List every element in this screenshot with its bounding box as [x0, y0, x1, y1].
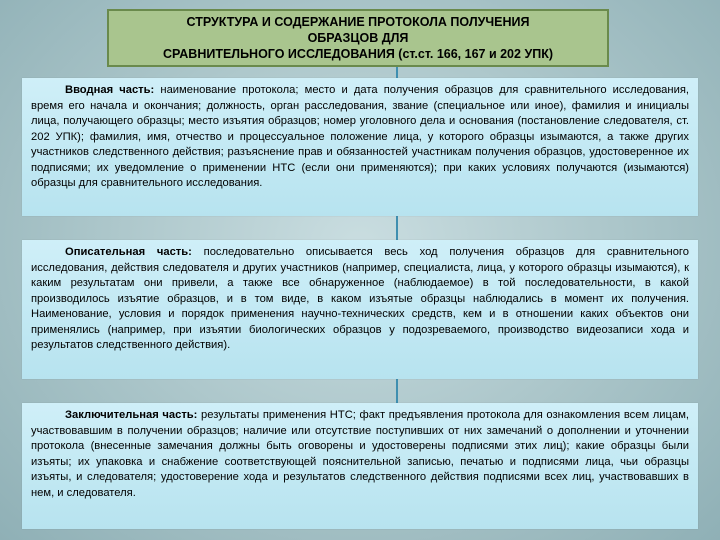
section-final-heading: Заключительная часть:	[65, 409, 198, 421]
section-intro-heading: Вводная часть:	[65, 84, 155, 96]
title-line-2: ОБРАЗЦОВ ДЛЯ	[307, 31, 409, 45]
connector-title-to-intro	[396, 67, 398, 78]
connector-intro-to-desc	[396, 216, 398, 240]
title-line-1: СТРУКТУРА И СОДЕРЖАНИЕ ПРОТОКОЛА ПОЛУЧЕНИЯ	[186, 15, 530, 29]
section-descriptive-text: последовательно описывается весь ход получения образцов для сравнительного исследования, действия следователя и других участников (например, специалиста, лица, у которого образцы изымаются), к каким результатам они привели, а также все обнаруженное (наблюдаемое) в той последовательности, в какой производилось изъятие образцов, и в том виде, в каком изъятые образцы наблюдались в момент их получения. Наименование, условия и порядок применения научно-технических средств, кем и в отношении каких объектов они применялись (например, при изъятии биологических образцов у подозреваемого, производство видеозаписи хода и результатов следственного действия).	[31, 246, 689, 351]
section-descriptive	[22, 240, 698, 379]
section-descriptive-heading: Описательная часть:	[65, 246, 192, 258]
connector-desc-to-final	[396, 379, 398, 403]
section-final	[22, 403, 698, 529]
title-line-3: СРАВНИТЕЛЬНОГО ИССЛЕДОВАНИЯ (ст.ст. 166, 167 и 202 УПК)	[163, 47, 553, 61]
section-intro	[22, 78, 698, 216]
section-final-text: результаты применения НТС; факт предъявления протокола для ознакомления всем лицам, участвовавшим в получении образцов; наличие или отсутствие поступивших от них замечаний о дополнении и уточнении протокола (внесенные замечания должны быть оговорены и удостоверены подписями этих лиц); какие образцы были изъяты; их упаковка и снабжение соответствующей пояснительной записью, печатью и подписями лица, чьи образцы изъяты, и следователя; удостоверение хода и результатов следственного действия подписями всех лиц, участвовавших в нем, и следователя.	[31, 409, 689, 499]
diagram-title-box	[107, 9, 609, 67]
section-intro-text: наименование протокола; место и дата получения образцов для сравнительного исследования, время его начала и окончания; должность, орган расследования, звание (специальное или иное), фамилия и инициалы лица, получающего образцы; место изъятия образцов; номер уголовного дела и основания (постановление следователя, ст. 202 УПК); фамилия, имя, отчество и процессуальное положение лица, у которого образцы изымаются, а также других участников следственного действия; разъяснение прав и обязанностей участникам получения образцов, удостоверенное их подписями; их уведомление о применении НТС (если они применяются); при каких условиях получаются (изымаются) образцы для сравнительного исследования.	[31, 84, 689, 189]
